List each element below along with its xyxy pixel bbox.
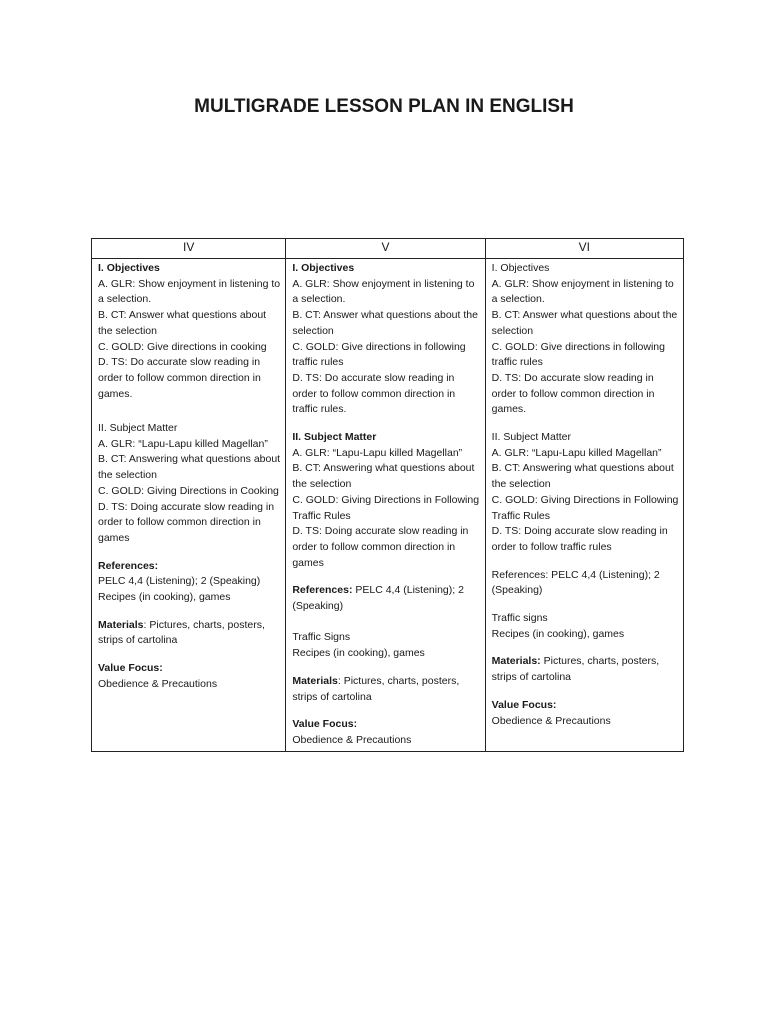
reference-item: PELC 4,4 (Listening); 2 (Speaking) (98, 575, 261, 588)
grade-vi-cell (485, 259, 683, 752)
objectives-heading: I. Objectives (292, 262, 355, 274)
objectives-heading: I. Objectives (98, 262, 160, 274)
value-focus-label: Value Focus: (292, 718, 358, 731)
materials-label: Materials (98, 618, 144, 631)
materials-row (292, 674, 480, 705)
references-label: References: (292, 584, 353, 597)
references-text: PELC 4,4 (Listening); 2 (Speaking) (292, 584, 464, 613)
objective-item: D. TS: Do accurate slow reading in order to follow common direction in games. (98, 356, 261, 400)
objective-item: C. GOLD: Give directions in cooking (98, 340, 267, 353)
subject-item: B. CT: Answering what questions about the selection (491, 462, 674, 491)
materials-label: Materials: (491, 655, 541, 668)
value-focus-text: Obedience & Precautions (491, 714, 611, 727)
lesson-plan-table (91, 238, 684, 752)
objective-item: B. CT: Answer what questions about the selection (98, 309, 267, 337)
column-header-iv: IV (92, 239, 286, 259)
column-header-v: V (286, 239, 485, 259)
column-header-vi: VI (485, 239, 683, 259)
subject-item: A. GLR: “Lapu-Lapu killed Magellan” (98, 437, 268, 450)
subject-item: B. CT: Answering what questions about the selection (98, 453, 281, 482)
value-focus-text: Obedience & Precautions (292, 733, 412, 746)
grade-iv-cell (92, 259, 286, 752)
materials-text: : Pictures, charts, posters, strips of cartolina (98, 618, 265, 647)
subject-item: A. GLR: “Lapu-Lapu killed Magellan” (292, 446, 463, 459)
materials-row (98, 618, 281, 649)
subject-matter-heading: II. Subject Matter (98, 422, 178, 435)
references-row (292, 583, 480, 614)
subject-item: D. TS: Doing accurate slow reading in order to follow traffic rules (491, 525, 668, 553)
objective-item: A. GLR: Show enjoyment in listening to a selection. (292, 277, 475, 306)
materials-row (492, 654, 679, 685)
subject-item: D. TS: Doing accurate slow reading in order to follow common direction in games (292, 525, 469, 569)
document-title: MULTIGRADE LESSON PLAN IN ENGLISH (194, 96, 574, 117)
reference-item: Recipes (in cooking), games (98, 591, 231, 604)
reference-item: Traffic Signs (292, 631, 351, 644)
objective-item: C. GOLD: Give directions in following traffic rules (491, 340, 665, 369)
value-focus-label: Value Focus: (98, 662, 163, 675)
objective-item: D. TS: Do accurate slow reading in order to follow common direction in games. (491, 371, 655, 416)
value-focus-label: Value Focus: (491, 698, 557, 711)
value-focus-text: Obedience & Precautions (98, 677, 218, 690)
objective-item: A. GLR: Show enjoyment in listening to a selection. (98, 277, 281, 306)
objective-item: A. GLR: Show enjoyment in listening to a selection. (491, 277, 674, 306)
subject-item: C. GOLD: Giving Directions in Following Traffic Rules (491, 493, 679, 522)
subject-matter-heading: II. Subject Matter (292, 431, 377, 444)
objective-item: D. TS: Do accurate slow reading in order to follow common direction in traffic rules. (292, 371, 456, 416)
materials-text: : Pictures, charts, posters, strips of cartolina (292, 674, 460, 703)
objective-item: B. CT: Answer what questions about the selection (491, 309, 678, 337)
references-text: References: PELC 4,4 (Listening); 2 (Speaking) (491, 568, 660, 597)
header-row (92, 239, 684, 259)
subject-item: A. GLR: “Lapu-Lapu killed Magellan” (491, 446, 662, 459)
subject-item: B. CT: Answering what questions about the selection (292, 462, 475, 491)
reference-item: Recipes (in cooking), games (292, 647, 425, 660)
references-label: References: (98, 559, 159, 572)
subject-matter-heading: II. Subject Matter (491, 431, 572, 444)
subject-item: D. TS: Doing accurate slow reading in order to follow common direction in games (98, 500, 275, 544)
subject-item: C. GOLD: Giving Directions in Following Traffic Rules (292, 493, 480, 522)
objective-item: C. GOLD: Give directions in following traffic rules (292, 340, 466, 369)
grade-v-cell (286, 259, 485, 752)
content-row (92, 259, 684, 752)
objectives-heading: I. Objectives (491, 262, 550, 274)
reference-item: Recipes (in cooking), games (491, 627, 625, 640)
reference-item: Traffic signs (491, 612, 548, 625)
materials-label: Materials (292, 674, 338, 687)
materials-text: Pictures, charts, posters, strips of cartolina (491, 655, 660, 684)
objective-item: B. CT: Answer what questions about the selection (292, 309, 478, 337)
subject-item: C. GOLD: Giving Directions in Cooking (98, 484, 279, 497)
